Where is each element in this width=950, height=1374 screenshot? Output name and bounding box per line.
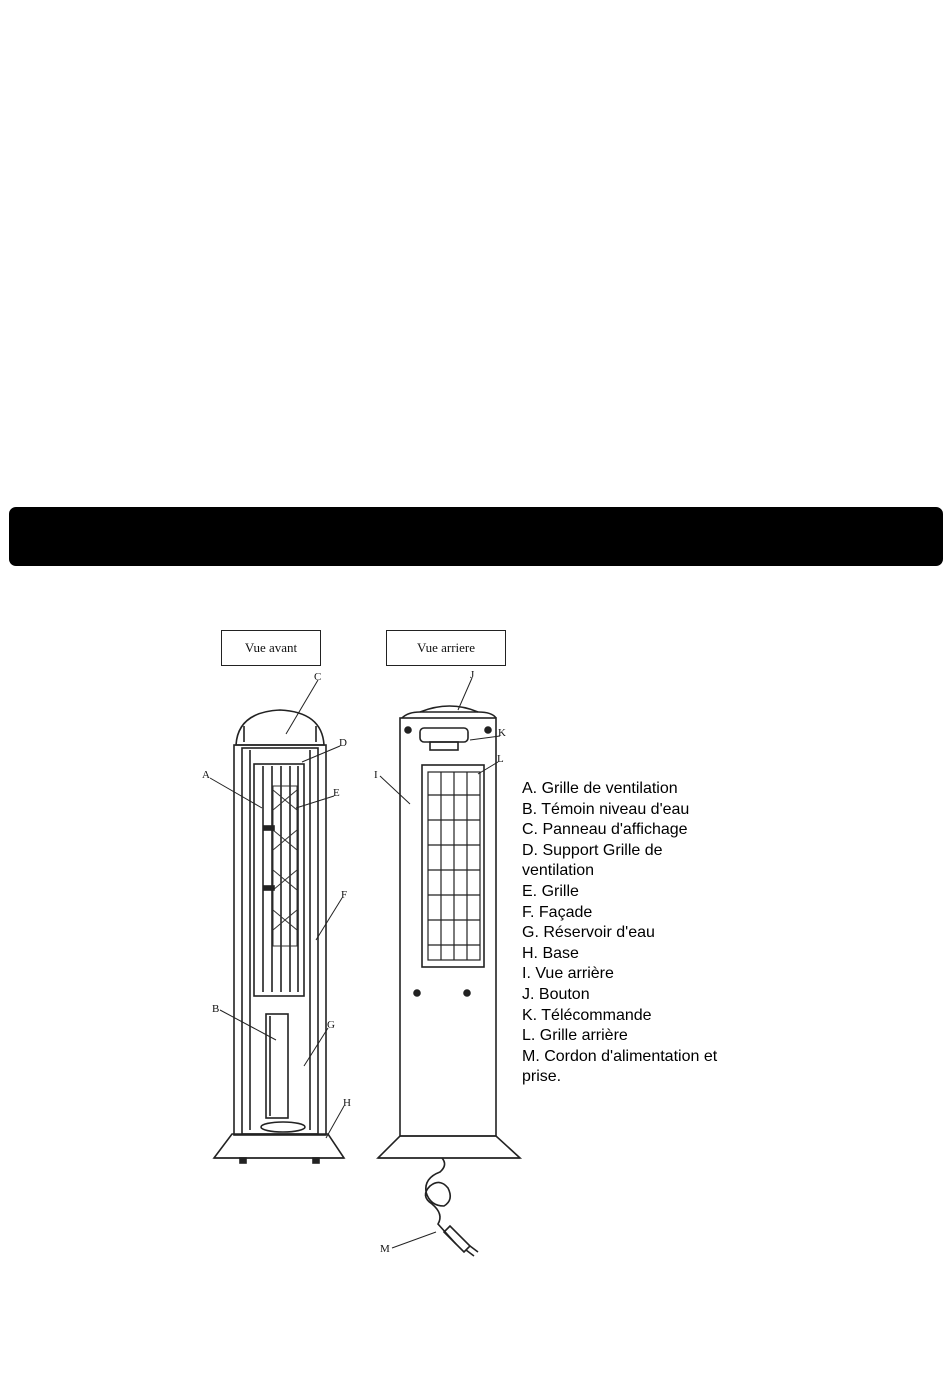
callout-i: I (374, 769, 378, 781)
callout-a: A (202, 769, 210, 781)
legend-item-k: K. Télécommande (522, 1006, 652, 1024)
legend-item-b: B. Témoin niveau d'eau (522, 800, 690, 818)
legend-item-m: M. Cordon d'alimentation et prise. (522, 1047, 718, 1086)
callout-h: H (343, 1097, 351, 1109)
callout-j: J (470, 669, 475, 681)
callout-m: M (380, 1243, 390, 1255)
callout-f: F (341, 889, 348, 901)
legend-item-d: D. Support Grille de ventilation (522, 841, 663, 880)
callout-b: B (212, 1003, 220, 1015)
legend-item-a: A. Grille de ventilation (522, 780, 678, 797)
legend-item-j: J. Bouton (522, 985, 590, 1003)
legend-item-e: E. Grille (522, 882, 579, 900)
callout-e: E (333, 787, 340, 799)
front-view-label: Vue avant (221, 630, 321, 666)
back-view-label: Vue arriere (386, 630, 506, 666)
front-view-drawing (214, 710, 344, 1163)
legend-item-c: C. Panneau d'affichage (522, 821, 688, 839)
legend-item-f: F. Façade (522, 903, 593, 921)
callout-k: K (498, 727, 506, 739)
callout-d: D (339, 737, 347, 749)
back-view-drawing (378, 706, 520, 1256)
legend-item-g: G. Réservoir d'eau (522, 924, 655, 942)
parts-legend (522, 779, 762, 1088)
legend-item-h: H. Base (522, 944, 579, 962)
callout-g: G (327, 1019, 335, 1031)
callout-l: L (497, 753, 504, 765)
callout-c: C (314, 671, 322, 683)
callout-letters (202, 669, 506, 1255)
legend-item-l: L. Grille arrière (522, 1027, 628, 1045)
legend-item-i: I. Vue arrière (522, 965, 614, 983)
